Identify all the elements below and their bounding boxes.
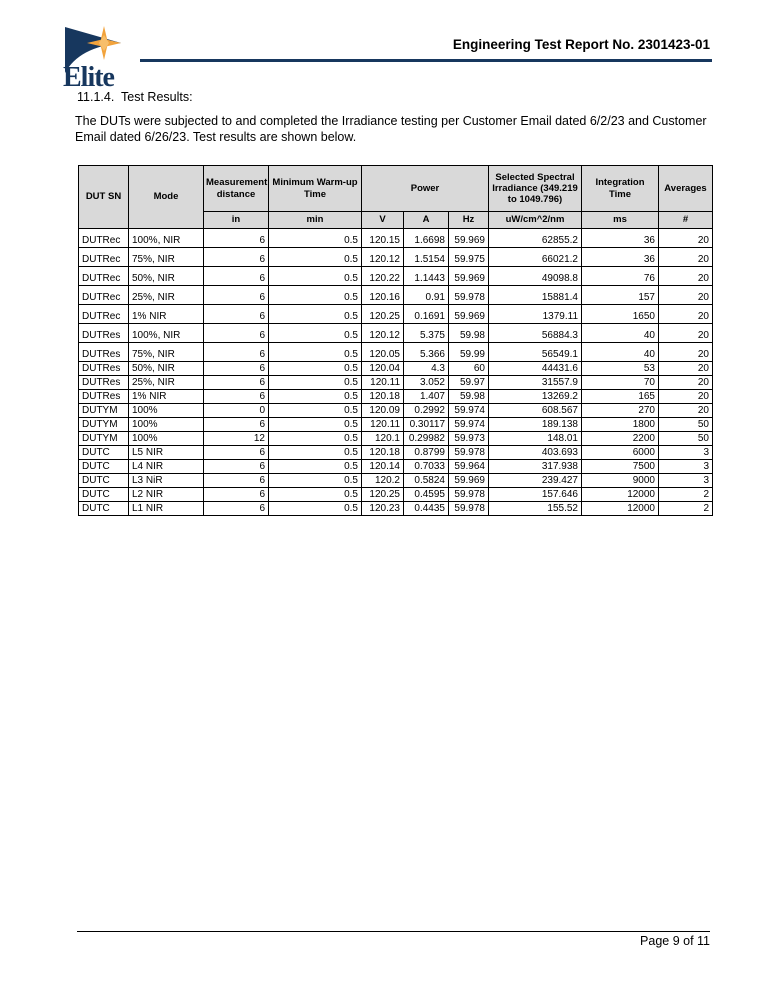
cell-dut-sn: DUTYM (79, 404, 129, 418)
cell-irradiance: 608.567 (489, 404, 582, 418)
header-rule (140, 59, 712, 62)
unit-amps: A (404, 212, 449, 229)
cell-measurement-distance: 6 (204, 474, 269, 488)
cell-mode: L2 NIR (129, 488, 204, 502)
cell-min-warmup-time: 0.5 (269, 432, 362, 446)
cell-frequency: 59.97 (449, 376, 489, 390)
cell-integration-time: 12000 (582, 488, 659, 502)
table-row (79, 488, 713, 502)
table-row (79, 404, 713, 418)
col-header-averages: Averages (659, 166, 713, 212)
cell-frequency: 59.98 (449, 390, 489, 404)
cell-frequency: 59.98 (449, 324, 489, 343)
cell-min-warmup-time: 0.5 (269, 446, 362, 460)
table-row (79, 460, 713, 474)
cell-integration-time: 36 (582, 248, 659, 267)
cell-frequency: 59.974 (449, 404, 489, 418)
cell-irradiance: 239.427 (489, 474, 582, 488)
cell-averages: 50 (659, 418, 713, 432)
cell-mode: 25%, NIR (129, 376, 204, 390)
cell-measurement-distance: 6 (204, 343, 269, 362)
table-row (79, 267, 713, 286)
unit-uw-cm2-nm: uW/cm^2/nm (489, 212, 582, 229)
cell-frequency: 59.964 (449, 460, 489, 474)
report-title: Engineering Test Report No. 2301423-01 (452, 37, 710, 52)
table-row (79, 248, 713, 267)
cell-current: 1.5154 (404, 248, 449, 267)
table-row (79, 376, 713, 390)
col-header-selected-spectral-irradiance: Selected Spectral Irradiance (349.219 to 1049.796) (489, 166, 582, 212)
cell-voltage: 120.15 (362, 229, 404, 248)
cell-dut-sn: DUTRes (79, 324, 129, 343)
cell-mode: 100% (129, 418, 204, 432)
cell-voltage: 120.05 (362, 343, 404, 362)
cell-current: 1.407 (404, 390, 449, 404)
cell-current: 0.7033 (404, 460, 449, 474)
cell-current: 0.8799 (404, 446, 449, 460)
cell-mode: 100% (129, 404, 204, 418)
cell-integration-time: 36 (582, 229, 659, 248)
cell-min-warmup-time: 0.5 (269, 324, 362, 343)
cell-min-warmup-time: 0.5 (269, 488, 362, 502)
cell-mode: 75%, NIR (129, 248, 204, 267)
cell-voltage: 120.14 (362, 460, 404, 474)
cell-integration-time: 157 (582, 286, 659, 305)
cell-current: 0.29982 (404, 432, 449, 446)
cell-mode: L5 NIR (129, 446, 204, 460)
cell-averages: 20 (659, 286, 713, 305)
cell-integration-time: 40 (582, 343, 659, 362)
cell-irradiance: 317.938 (489, 460, 582, 474)
cell-measurement-distance: 0 (204, 404, 269, 418)
table-row (79, 229, 713, 248)
cell-irradiance: 1379.11 (489, 305, 582, 324)
table-row (79, 286, 713, 305)
cell-averages: 20 (659, 324, 713, 343)
cell-averages: 20 (659, 305, 713, 324)
cell-voltage: 120.18 (362, 390, 404, 404)
cell-mode: 100%, NIR (129, 229, 204, 248)
cell-measurement-distance: 6 (204, 324, 269, 343)
cell-frequency: 59.969 (449, 267, 489, 286)
table-row (79, 305, 713, 324)
col-header-power: Power (362, 166, 489, 212)
cell-current: 0.5824 (404, 474, 449, 488)
cell-mode: 100% (129, 432, 204, 446)
cell-measurement-distance: 6 (204, 376, 269, 390)
cell-averages: 2 (659, 502, 713, 516)
col-header-integration-time: Integration Time (582, 166, 659, 212)
unit-volts: V (362, 212, 404, 229)
cell-dut-sn: DUTRes (79, 343, 129, 362)
cell-irradiance: 155.52 (489, 502, 582, 516)
cell-frequency: 59.978 (449, 502, 489, 516)
table-row (79, 418, 713, 432)
cell-irradiance: 31557.9 (489, 376, 582, 390)
cell-min-warmup-time: 0.5 (269, 305, 362, 324)
cell-current: 5.366 (404, 343, 449, 362)
cell-dut-sn: DUTRec (79, 305, 129, 324)
cell-measurement-distance: 6 (204, 418, 269, 432)
cell-irradiance: 44431.6 (489, 362, 582, 376)
cell-min-warmup-time: 0.5 (269, 460, 362, 474)
table-row (79, 324, 713, 343)
elite-logo (63, 26, 125, 93)
cell-averages: 3 (659, 474, 713, 488)
cell-voltage: 120.25 (362, 305, 404, 324)
cell-integration-time: 70 (582, 376, 659, 390)
cell-dut-sn: DUTRec (79, 286, 129, 305)
cell-dut-sn: DUTRes (79, 376, 129, 390)
cell-measurement-distance: 6 (204, 488, 269, 502)
cell-mode: 50%, NIR (129, 267, 204, 286)
cell-measurement-distance: 6 (204, 305, 269, 324)
results-table-header (79, 166, 713, 229)
cell-dut-sn: DUTC (79, 446, 129, 460)
cell-measurement-distance: 6 (204, 460, 269, 474)
cell-irradiance: 403.693 (489, 446, 582, 460)
cell-dut-sn: DUTC (79, 488, 129, 502)
cell-irradiance: 49098.8 (489, 267, 582, 286)
cell-averages: 20 (659, 267, 713, 286)
cell-frequency: 59.973 (449, 432, 489, 446)
cell-integration-time: 12000 (582, 502, 659, 516)
cell-irradiance: 62855.2 (489, 229, 582, 248)
results-table-body (79, 229, 713, 516)
cell-averages: 20 (659, 376, 713, 390)
unit-ms: ms (582, 212, 659, 229)
cell-voltage: 120.12 (362, 324, 404, 343)
cell-min-warmup-time: 0.5 (269, 248, 362, 267)
cell-frequency: 59.978 (449, 488, 489, 502)
cell-dut-sn: DUTYM (79, 418, 129, 432)
cell-dut-sn: DUTRec (79, 248, 129, 267)
cell-current: 1.1443 (404, 267, 449, 286)
cell-dut-sn: DUTRes (79, 390, 129, 404)
cell-integration-time: 53 (582, 362, 659, 376)
cell-measurement-distance: 12 (204, 432, 269, 446)
cell-voltage: 120.04 (362, 362, 404, 376)
cell-measurement-distance: 6 (204, 502, 269, 516)
col-header-min-warmup-time: Minimum Warm-up Time (269, 166, 362, 212)
cell-integration-time: 9000 (582, 474, 659, 488)
cell-integration-time: 2200 (582, 432, 659, 446)
cell-frequency: 59.969 (449, 229, 489, 248)
cell-averages: 2 (659, 488, 713, 502)
cell-voltage: 120.18 (362, 446, 404, 460)
cell-voltage: 120.2 (362, 474, 404, 488)
cell-voltage: 120.11 (362, 418, 404, 432)
cell-mode: 75%, NIR (129, 343, 204, 362)
cell-dut-sn: DUTC (79, 474, 129, 488)
cell-measurement-distance: 6 (204, 446, 269, 460)
cell-mode: L4 NIR (129, 460, 204, 474)
table-row (79, 474, 713, 488)
cell-dut-sn: DUTC (79, 460, 129, 474)
cell-mode: L1 NIR (129, 502, 204, 516)
cell-integration-time: 40 (582, 324, 659, 343)
cell-measurement-distance: 6 (204, 362, 269, 376)
results-table (78, 165, 713, 516)
cell-measurement-distance: 6 (204, 248, 269, 267)
page-number: Page 9 of 11 (640, 934, 710, 948)
cell-min-warmup-time: 0.5 (269, 404, 362, 418)
unit-count: # (659, 212, 713, 229)
table-row (79, 343, 713, 362)
cell-integration-time: 270 (582, 404, 659, 418)
table-row (79, 502, 713, 516)
cell-averages: 20 (659, 229, 713, 248)
cell-voltage: 120.12 (362, 248, 404, 267)
footer-rule (77, 931, 710, 932)
cell-mode: 1% NIR (129, 390, 204, 404)
cell-integration-time: 76 (582, 267, 659, 286)
cell-mode: 50%, NIR (129, 362, 204, 376)
cell-min-warmup-time: 0.5 (269, 474, 362, 488)
cell-integration-time: 6000 (582, 446, 659, 460)
cell-averages: 20 (659, 390, 713, 404)
cell-dut-sn: DUTYM (79, 432, 129, 446)
cell-current: 0.4595 (404, 488, 449, 502)
table-row (79, 432, 713, 446)
header-row-main (79, 166, 713, 212)
cell-averages: 20 (659, 343, 713, 362)
cell-frequency: 59.969 (449, 474, 489, 488)
cell-min-warmup-time: 0.5 (269, 418, 362, 432)
cell-irradiance: 13269.2 (489, 390, 582, 404)
cell-frequency: 59.974 (449, 418, 489, 432)
cell-irradiance: 66021.2 (489, 248, 582, 267)
col-header-measurement-distance: Measurement distance (204, 166, 269, 212)
section-heading: 11.1.4. Test Results: (77, 90, 193, 104)
cell-min-warmup-time: 0.5 (269, 267, 362, 286)
cell-averages: 3 (659, 446, 713, 460)
cell-frequency: 59.99 (449, 343, 489, 362)
cell-voltage: 120.22 (362, 267, 404, 286)
cell-integration-time: 165 (582, 390, 659, 404)
cell-irradiance: 15881.4 (489, 286, 582, 305)
table-row (79, 362, 713, 376)
cell-irradiance: 56549.1 (489, 343, 582, 362)
cell-irradiance: 148.01 (489, 432, 582, 446)
cell-current: 4.3 (404, 362, 449, 376)
table-row (79, 390, 713, 404)
cell-integration-time: 1650 (582, 305, 659, 324)
cell-voltage: 120.09 (362, 404, 404, 418)
cell-irradiance: 157.646 (489, 488, 582, 502)
cell-voltage: 120.1 (362, 432, 404, 446)
cell-min-warmup-time: 0.5 (269, 286, 362, 305)
cell-frequency: 60 (449, 362, 489, 376)
cell-frequency: 59.975 (449, 248, 489, 267)
cell-current: 1.6698 (404, 229, 449, 248)
cell-voltage: 120.25 (362, 488, 404, 502)
cell-min-warmup-time: 0.5 (269, 362, 362, 376)
cell-frequency: 59.969 (449, 305, 489, 324)
cell-integration-time: 7500 (582, 460, 659, 474)
cell-mode: 100%, NIR (129, 324, 204, 343)
col-header-dut-sn: DUT SN (79, 166, 129, 229)
cell-averages: 50 (659, 432, 713, 446)
cell-min-warmup-time: 0.5 (269, 343, 362, 362)
cell-measurement-distance: 6 (204, 267, 269, 286)
cell-current: 0.91 (404, 286, 449, 305)
cell-mode: L3 NiR (129, 474, 204, 488)
table-row (79, 446, 713, 460)
cell-averages: 20 (659, 404, 713, 418)
logo-wordmark: Elite (63, 62, 114, 93)
cell-current: 5.375 (404, 324, 449, 343)
unit-hz: Hz (449, 212, 489, 229)
cell-dut-sn: DUTC (79, 502, 129, 516)
cell-averages: 20 (659, 248, 713, 267)
cell-averages: 20 (659, 362, 713, 376)
cell-dut-sn: DUTRes (79, 362, 129, 376)
cell-voltage: 120.11 (362, 376, 404, 390)
body-paragraph: The DUTs were subjected to and completed the Irradiance testing per Customer Email dated 6/2/23 and Customer Email dated 6/26/23. Test results are shown below. (75, 114, 707, 144)
cell-min-warmup-time: 0.5 (269, 390, 362, 404)
cell-current: 3.052 (404, 376, 449, 390)
cell-mode: 25%, NIR (129, 286, 204, 305)
cell-dut-sn: DUTRec (79, 267, 129, 286)
cell-averages: 3 (659, 460, 713, 474)
cell-mode: 1% NIR (129, 305, 204, 324)
cell-voltage: 120.16 (362, 286, 404, 305)
cell-min-warmup-time: 0.5 (269, 229, 362, 248)
unit-in: in (204, 212, 269, 229)
cell-measurement-distance: 6 (204, 390, 269, 404)
unit-min: min (269, 212, 362, 229)
cell-frequency: 59.978 (449, 286, 489, 305)
cell-min-warmup-time: 0.5 (269, 502, 362, 516)
cell-dut-sn: DUTRec (79, 229, 129, 248)
cell-irradiance: 189.138 (489, 418, 582, 432)
cell-measurement-distance: 6 (204, 286, 269, 305)
cell-measurement-distance: 6 (204, 229, 269, 248)
cell-irradiance: 56884.3 (489, 324, 582, 343)
cell-min-warmup-time: 0.5 (269, 376, 362, 390)
cell-integration-time: 1800 (582, 418, 659, 432)
col-header-mode: Mode (129, 166, 204, 229)
cell-current: 0.2992 (404, 404, 449, 418)
cell-frequency: 59.978 (449, 446, 489, 460)
cell-voltage: 120.23 (362, 502, 404, 516)
cell-current: 0.30117 (404, 418, 449, 432)
cell-current: 0.4435 (404, 502, 449, 516)
cell-current: 0.1691 (404, 305, 449, 324)
